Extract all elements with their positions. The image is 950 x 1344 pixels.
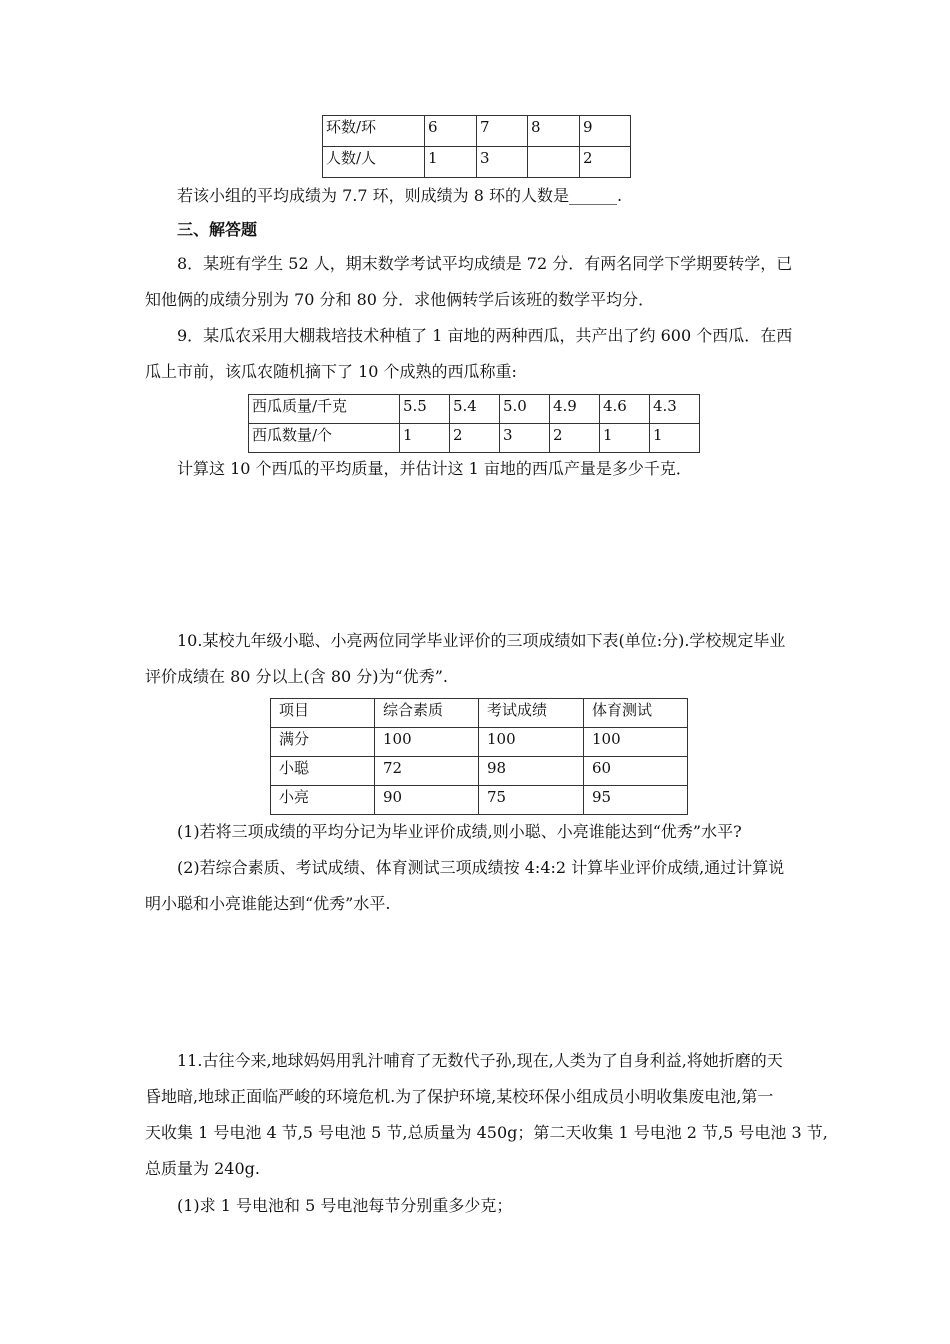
table-cell: 小亮 (271, 786, 375, 815)
q9-line: 计算这 10 个西瓜的平均质量，并估计这 1 亩地的西瓜产量是多少千克． (177, 459, 692, 478)
q11-line: 总质量为 240g. (145, 1159, 260, 1178)
table-cell: 1 (600, 424, 650, 453)
table-row (271, 728, 688, 757)
table-cell: 9 (580, 116, 631, 147)
q8-line: 知他俩的成绩分别为 70 分和 80 分．求他俩转学后该班的数学平均分． (145, 290, 655, 309)
table-cell: 1 (400, 424, 450, 453)
table-cell: 7 (477, 116, 528, 147)
table-cell: 环数/环 (323, 116, 425, 147)
table-cell: 4.3 (650, 395, 700, 424)
table-cell: 人数/人 (323, 147, 425, 178)
table-cell: 西瓜数量/个 (249, 424, 400, 453)
table-cell: 2 (550, 424, 600, 453)
q10-part2: 明小聪和小亮谁能达到“优秀”水平. (145, 894, 391, 913)
score-ring-table (322, 115, 631, 178)
table-cell: 100 (584, 728, 688, 757)
table-row (271, 786, 688, 815)
table-row (323, 116, 631, 147)
table-cell: 3 (477, 147, 528, 178)
table-row (249, 424, 700, 453)
table-header-row (271, 699, 688, 728)
table-cell: 5.4 (450, 395, 500, 424)
table-cell: 2 (580, 147, 631, 178)
q10-line: 10.某校九年级小聪、小亮两位同学毕业评价的三项成绩如下表(单位:分).学校规定毕业 (177, 631, 786, 650)
table-cell: 95 (584, 786, 688, 815)
table-cell: 6 (425, 116, 477, 147)
evaluation-table (270, 698, 688, 815)
table-header-cell: 体育测试 (584, 699, 688, 728)
q10-part2: (2)若综合素质、考试成绩、体育测试三项成绩按 4:4:2 计算毕业评价成绩,通过计算说 (177, 858, 785, 877)
table-cell: 75 (479, 786, 584, 815)
table-cell (528, 147, 580, 178)
table-cell: 60 (584, 757, 688, 786)
q11-line: 昏地暗,地球正面临严峻的环境危机.为了保护环境,某校环保小组成员小明收集废电池,第一 (145, 1087, 774, 1106)
watermelon-table (248, 394, 700, 453)
table-cell: 1 (650, 424, 700, 453)
table-cell: 西瓜质量/千克 (249, 395, 400, 424)
table-cell: 4.9 (550, 395, 600, 424)
table-cell: 5.0 (500, 395, 550, 424)
table-cell: 满分 (271, 728, 375, 757)
q9-line: 瓜上市前，该瓜农随机摘下了 10 个成熟的西瓜称重: (145, 362, 517, 381)
table-cell: 2 (450, 424, 500, 453)
table-cell: 100 (479, 728, 584, 757)
table-cell: 90 (375, 786, 479, 815)
q11-part1: (1)求 1 号电池和 5 号电池每节分别重多少克； (177, 1196, 513, 1215)
table-row (271, 757, 688, 786)
table-header-cell: 项目 (271, 699, 375, 728)
q10-part1: (1)若将三项成绩的平均分记为毕业评价成绩,则小聪、小亮谁能达到“优秀”水平? (177, 822, 742, 841)
q11-line: 天收集 1 号电池 4 节,5 号电池 5 节,总质量为 450g；第二天收集 1 号电池 2 节,5 号电池 3 节, (145, 1123, 828, 1142)
table-header-cell: 考试成绩 (479, 699, 584, 728)
table-cell: 1 (425, 147, 477, 178)
table-cell: 5.5 (400, 395, 450, 424)
table-row (249, 395, 700, 424)
table-header-cell: 综合素质 (375, 699, 479, 728)
table-cell: 72 (375, 757, 479, 786)
table-cell: 小聪 (271, 757, 375, 786)
table-cell: 8 (528, 116, 580, 147)
q7-tail-text: 若该小组的平均成绩为 7.7 环，则成绩为 8 环的人数是______. (177, 186, 623, 205)
q11-line: 11.古往今来,地球妈妈用乳汁哺育了无数代子孙,现在,人类为了自身利益,将她折磨的天 (177, 1051, 783, 1070)
section-title: 三、解答题 (177, 220, 258, 239)
q8-line: 8．某班有学生 52 人，期末数学考试平均成绩是 72 分．有两名同学下学期要转学，已 (177, 254, 793, 273)
q9-line: 9．某瓜农采用大棚栽培技术种植了 1 亩地的两种西瓜，共产出了约 600 个西瓜．在西 (177, 326, 793, 345)
table-row (323, 147, 631, 178)
table-cell: 100 (375, 728, 479, 757)
table-cell: 98 (479, 757, 584, 786)
table-cell: 4.6 (600, 395, 650, 424)
q10-line: 评价成绩在 80 分以上(含 80 分)为“优秀”. (145, 667, 448, 686)
table-cell: 3 (500, 424, 550, 453)
